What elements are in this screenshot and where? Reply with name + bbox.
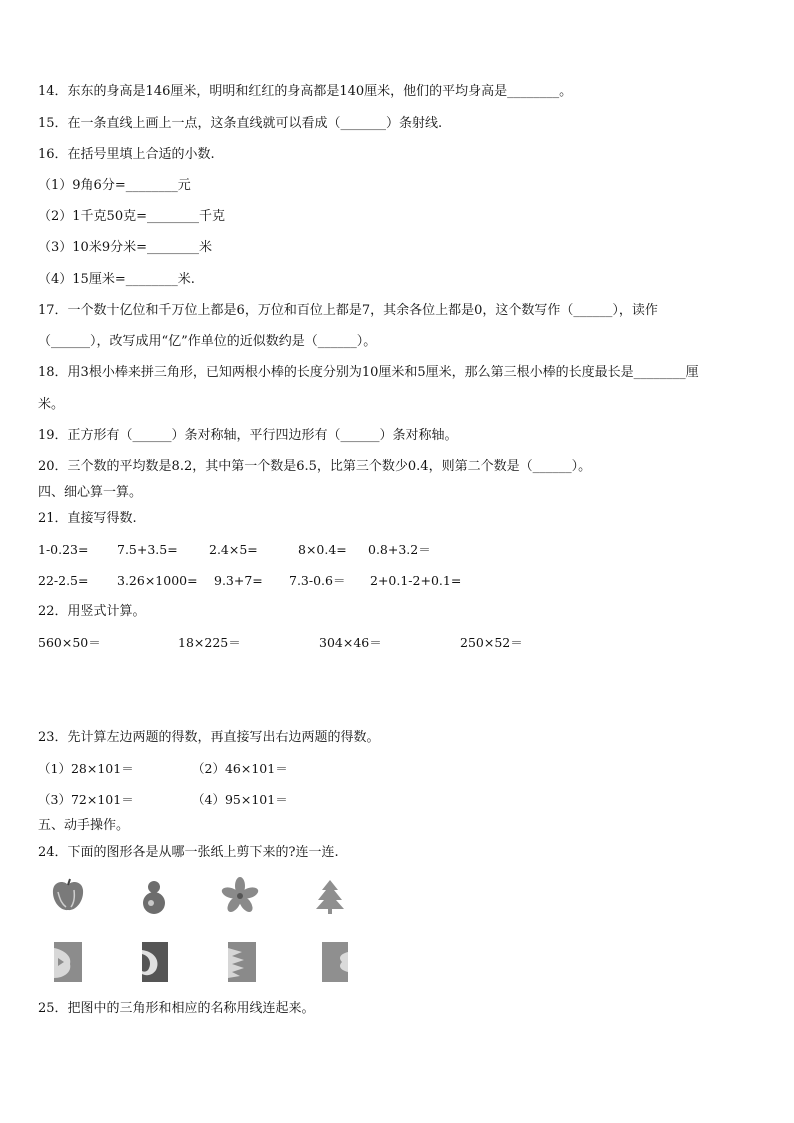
folded-paper-notch-icon[interactable] <box>316 940 356 984</box>
question-21-title: 21．直接写得数. <box>38 511 137 526</box>
question-16-item: （3）10米9分米=________米 <box>38 240 212 255</box>
calc-item: 2.4×5= <box>209 542 258 557</box>
flower-icon[interactable] <box>220 876 260 916</box>
apple-icon[interactable] <box>48 876 88 916</box>
question-15: 15．在一条直线上画上一点，这条直线就可以看成（_______）条射线. <box>38 116 443 131</box>
calc-item: 9.3+7= <box>214 573 263 588</box>
vertical-calc-item: 560×50＝ <box>38 635 101 650</box>
section-5-heading: 五、动手操作。 <box>38 818 130 833</box>
section-4-heading: 四、细心算一算。 <box>38 485 143 500</box>
q23-item: （2）46×101＝ <box>192 761 288 776</box>
question-16-item: （4）15厘米=________米. <box>38 272 195 287</box>
question-25: 25．把图中的三角形和相应的名称用线连起来。 <box>38 1001 315 1016</box>
question-16-item: （1）9角6分=________元 <box>38 178 191 193</box>
question-14: 14．东东的身高是146厘米，明明和红红的身高都是140厘米，他们的平均身高是________。 <box>38 84 573 99</box>
calc-item: 1-0.23= <box>38 542 89 557</box>
question-16-item: （2）1千克50克=________千克 <box>38 209 225 224</box>
question-20: 20．三个数的平均数是8.2，其中第一个数是6.5，比第三个数少0.4，则第二个数是（______）。 <box>38 459 592 474</box>
vertical-calc-item: 304×46＝ <box>319 635 382 650</box>
question-18-line1: 18．用3根小棒来拼三角形，已知两根小棒的长度分别为10厘米和5厘米，那么第三根小棒的长度最长是________厘 <box>38 365 699 380</box>
question-23-title: 23．先计算左边两题的得数，再直接写出右边两题的得数。 <box>38 730 380 745</box>
calc-item: 22-2.5= <box>38 573 89 588</box>
question-24-title: 24．下面的图形各是从哪一张纸上剪下来的?连一连. <box>38 845 339 860</box>
question-17-line1: 17．一个数十亿位和千万位上都是6，万位和百位上都是7，其余各位上都是0，这个数写作（______），读作 <box>38 303 658 318</box>
question-17-line2: （______），改写成用“亿”作单位的近似数约是（______）。 <box>38 334 377 349</box>
tree-icon[interactable] <box>310 876 350 916</box>
calc-item: 8×0.4= <box>298 542 347 557</box>
calc-item: 7.3-0.6＝ <box>289 573 346 588</box>
q23-item: （4）95×101＝ <box>192 792 288 807</box>
q23-item: （3）72×101＝ <box>38 792 134 807</box>
folded-paper-zigzag-icon[interactable] <box>222 940 262 984</box>
folded-paper-moon-icon[interactable] <box>134 940 174 984</box>
question-16-title: 16．在括号里填上合适的小数. <box>38 147 215 162</box>
vertical-calc-item: 250×52＝ <box>460 635 523 650</box>
calc-item: 0.8+3.2＝ <box>368 542 431 557</box>
question-22-title: 22．用竖式计算。 <box>38 604 146 619</box>
calc-item: 2+0.1-2+0.1= <box>370 573 462 588</box>
gourd-icon[interactable] <box>134 876 174 916</box>
folded-paper-leaf-icon[interactable] <box>48 940 88 984</box>
q23-item: （1）28×101＝ <box>38 761 134 776</box>
question-18-line2: 米。 <box>38 397 65 412</box>
calc-item: 7.5+3.5= <box>117 542 178 557</box>
vertical-calc-item: 18×225＝ <box>178 635 241 650</box>
calc-item: 3.26×1000= <box>117 573 198 588</box>
question-19: 19．正方形有（______）条对称轴，平行四边形有（______）条对称轴。 <box>38 428 458 443</box>
